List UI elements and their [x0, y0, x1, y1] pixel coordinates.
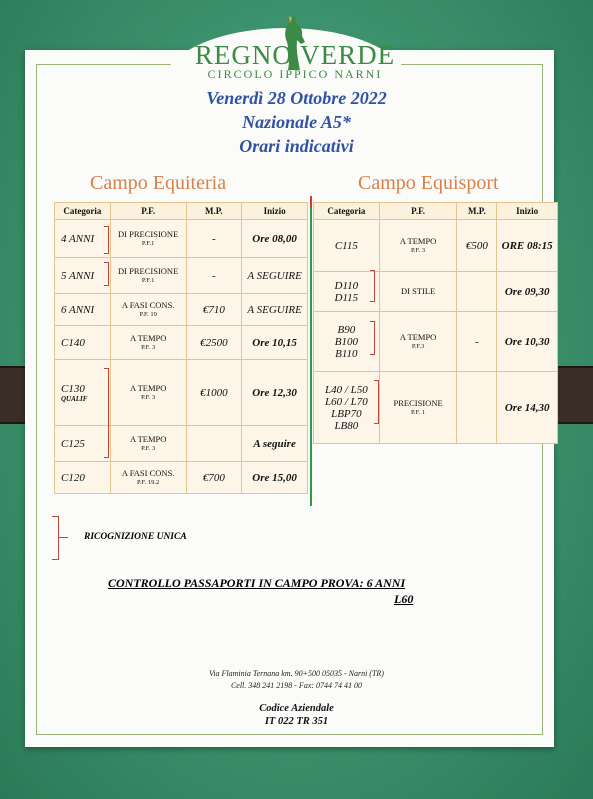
- category-label: C140: [61, 336, 85, 349]
- category-sublabel: QUALIF: [61, 394, 88, 403]
- category-label: 5 ANNI: [61, 269, 95, 282]
- pf-label: A FASI CONS.: [121, 467, 175, 478]
- category-cell: [55, 220, 111, 258]
- start-time-cell: Ore 10,15: [242, 326, 308, 360]
- start-time-cell: A SEGUIRE: [242, 258, 308, 294]
- start-time-cell: Ore 14,30: [497, 372, 558, 444]
- pf-table-ref: P.F. 3: [141, 343, 156, 351]
- category-label: 4 ANNI: [61, 232, 95, 245]
- pf-cell: [379, 272, 457, 312]
- table-row: [55, 294, 308, 326]
- table-row: [55, 360, 308, 426]
- pf-label: A TEMPO: [129, 433, 167, 444]
- pf-cell: [379, 372, 457, 444]
- table-equiteria: [54, 202, 308, 494]
- column-header: Categoria: [314, 203, 380, 220]
- pf-cell: [110, 326, 186, 360]
- table-row: [55, 258, 308, 294]
- pf-table-ref: P.F. 3: [141, 444, 156, 452]
- prize-money-cell: €1000: [186, 360, 242, 426]
- pf-label: A TEMPO: [129, 382, 167, 393]
- table-row: [314, 220, 558, 272]
- pf-table-ref: P.F. 3: [141, 393, 156, 401]
- pf-table-ref: P.F.1: [141, 276, 155, 284]
- group-bracket: [374, 380, 379, 424]
- pf-label: A TEMPO: [399, 235, 437, 246]
- start-time-cell: Ore 10,30: [497, 312, 558, 372]
- pf-table-ref: P.F. 1: [411, 408, 426, 416]
- group-bracket: [104, 262, 109, 286]
- column-header: M.P.: [186, 203, 242, 220]
- table-header-row: [55, 203, 308, 220]
- strap-right: [553, 366, 593, 424]
- category-cell: [55, 360, 111, 426]
- group-bracket: [104, 368, 109, 458]
- category-label: C125: [61, 437, 85, 450]
- group-bracket: [370, 321, 375, 355]
- group-bracket: [104, 226, 109, 254]
- category-label: 6 ANNI: [61, 303, 95, 316]
- pf-label: DI PRECISIONE: [118, 228, 179, 239]
- table-equisport: [313, 202, 558, 444]
- prize-money-cell: -: [186, 220, 242, 258]
- event-date: Venerdì 28 Ottobre 2022: [206, 88, 387, 108]
- table-row: [314, 372, 558, 444]
- prize-money-cell: [457, 372, 497, 444]
- category-cell: [314, 220, 380, 272]
- group-bracket: [370, 270, 375, 302]
- pf-label: DI STILE: [400, 285, 436, 296]
- footer-code-label: Codice Aziendale: [259, 703, 334, 714]
- table-row: [55, 326, 308, 360]
- pf-label: A TEMPO: [129, 332, 167, 343]
- category-cell: [314, 372, 380, 444]
- pf-table-ref: P.F.1: [141, 239, 155, 247]
- column-header: P.F.: [110, 203, 186, 220]
- prize-money-cell: €500: [457, 220, 497, 272]
- table-row: [314, 272, 558, 312]
- pf-cell: [110, 360, 186, 426]
- pf-table-ref: P.F. 19.2: [137, 478, 160, 486]
- logo-subtitle: CIRCOLO IPPICO NARNI: [207, 67, 383, 81]
- pf-cell: [379, 220, 457, 272]
- pf-label: A TEMPO: [399, 331, 437, 342]
- column-header: Inizio: [242, 203, 308, 220]
- pf-label: DI PRECISIONE: [118, 265, 179, 276]
- footer-contacts: Cell. 348 241 2198 - Fax: 0744 74 41 00: [230, 681, 363, 690]
- footer-code-value: IT 022 TR 351: [264, 716, 329, 727]
- pf-cell: [110, 220, 186, 258]
- ricognizione-note: RICOGNIZIONE UNICA: [84, 532, 187, 542]
- start-time-cell: A SEGUIRE: [242, 294, 308, 326]
- pf-cell: [379, 312, 457, 372]
- start-time-cell: Ore 08,00: [242, 220, 308, 258]
- prize-money-cell: -: [457, 312, 497, 372]
- pf-label: PRECISIONE: [393, 397, 443, 408]
- category-label: C120: [61, 471, 85, 484]
- schedule-note: Orari indicativi: [239, 136, 354, 156]
- start-time-cell: Ore 12,30: [242, 360, 308, 426]
- category-label: D110 D115: [334, 279, 359, 304]
- column-header: Categoria: [55, 203, 111, 220]
- table-header-row: [314, 203, 558, 220]
- pf-table-ref: P.F.3: [411, 342, 425, 350]
- prize-money-cell: -: [186, 258, 242, 294]
- footer-address: Via Flaminia Ternana km. 90+500 05035 - Narni (TR): [209, 669, 384, 678]
- prize-money-cell: €710: [186, 294, 242, 326]
- pf-cell: [110, 426, 186, 462]
- category-cell: [55, 258, 111, 294]
- campo-equisport-title: Campo Equisport: [358, 172, 499, 194]
- prize-money-cell: [457, 272, 497, 312]
- category-cell: [55, 326, 111, 360]
- start-time-cell: Ore 09,30: [497, 272, 558, 312]
- table-row: [314, 312, 558, 372]
- table-row: [55, 426, 308, 462]
- category-cell: [55, 294, 111, 326]
- divider-green: [310, 208, 312, 506]
- start-time-cell: Ore 15,00: [242, 462, 308, 494]
- category-label: L40 / L50 L60 / L70 LBP70 LB80: [324, 383, 368, 432]
- controllo-passaporti-line1: CONTROLLO PASSAPORTI IN CAMPO PROVA: 6 ANNI: [108, 576, 406, 590]
- column-header: M.P.: [457, 203, 497, 220]
- pf-cell: [110, 294, 186, 326]
- category-cell: [55, 426, 111, 462]
- divider-red: [310, 196, 312, 208]
- category-cell: [55, 462, 111, 494]
- prize-money-cell: €700: [186, 462, 242, 494]
- pf-table-ref: P.F. 3: [411, 246, 426, 254]
- prize-money-cell: [186, 426, 242, 462]
- start-time-cell: ORE 08:15: [497, 220, 558, 272]
- category-label: C130: [61, 382, 85, 395]
- note-bracket: [52, 516, 59, 560]
- table-row: [55, 220, 308, 258]
- column-header: P.F.: [379, 203, 457, 220]
- table-row: [55, 462, 308, 494]
- logo-title: REGNO VERDE: [194, 40, 396, 70]
- category-label: C115: [334, 239, 358, 252]
- pf-cell: [110, 258, 186, 294]
- column-header: Inizio: [497, 203, 558, 220]
- start-time-cell: A seguire: [242, 426, 308, 462]
- campo-equiteria-title: Campo Equiteria: [90, 172, 227, 194]
- prize-money-cell: €2500: [186, 326, 242, 360]
- pf-cell: [110, 462, 186, 494]
- pf-label: A FASI CONS.: [121, 299, 175, 310]
- category-label: B90 B100 B110: [334, 323, 358, 360]
- pf-table-ref: P.F. 19: [139, 310, 157, 318]
- event-name: Nazionale A5*: [242, 112, 351, 132]
- controllo-passaporti-line2: L60: [394, 592, 414, 606]
